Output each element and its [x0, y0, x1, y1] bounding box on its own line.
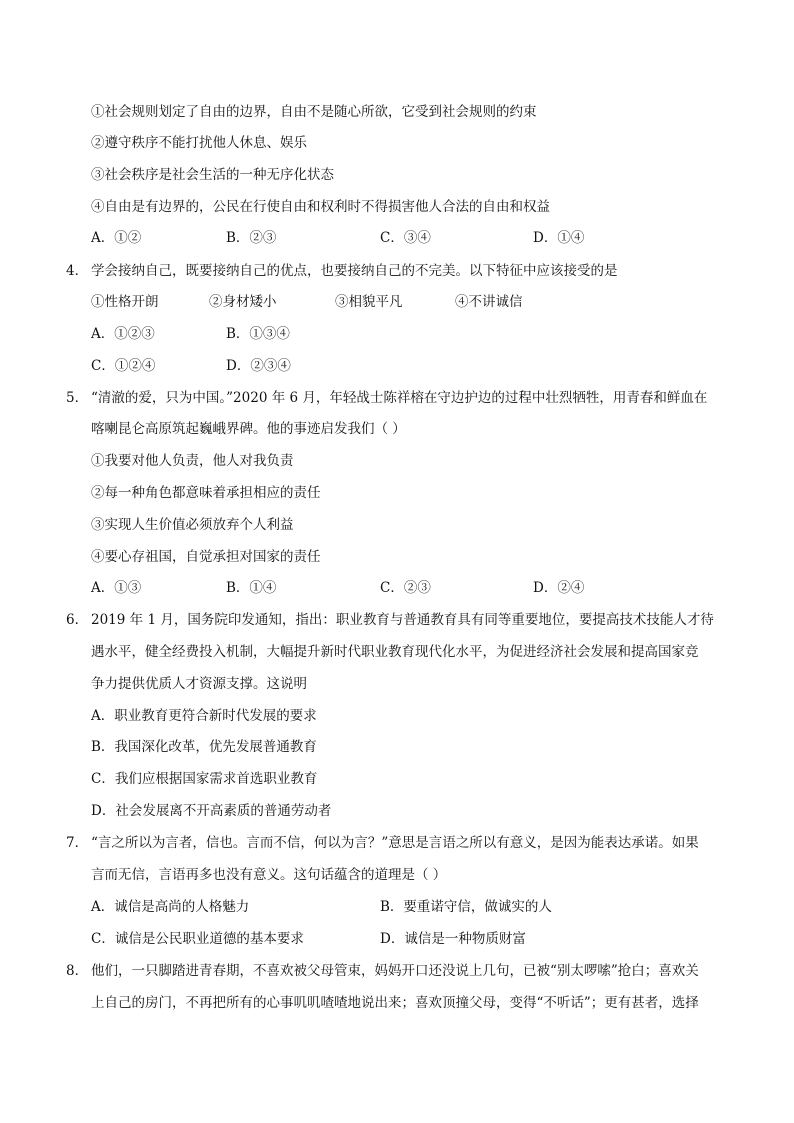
q3-option-c: C．③④ — [380, 230, 431, 246]
q6-stem-line-2: 遇水平，健全经费投入机制，大幅提升新时代职业教育现代化水平，为促进经济社会发展和提高国家竞 — [91, 644, 699, 660]
q4-item-2: ②身材矮小 — [209, 294, 277, 310]
q8-number: 8． — [66, 963, 89, 979]
q4-item-4: ④不讲诚信 — [455, 294, 523, 310]
q6-option-c: C．我们应根据国家需求首选职业教育 — [91, 771, 318, 787]
q5-stem-line-2: 喀喇昆仑高原筑起巍峨界碑。他的事迹启发我们（ ） — [91, 421, 406, 437]
q5-item-1: ①我要对他人负责，他人对我负责 — [91, 453, 294, 469]
q5-option-c: C．②③ — [380, 580, 431, 596]
q6-option-b: B．我国深化改革，优先发展普通教育 — [91, 739, 317, 755]
q6-option-d: D．社会发展离不开高素质的普通劳动者 — [91, 803, 332, 819]
q8-stem-line-1: 他们，一只脚踏进青春期，不喜欢被父母管束，妈妈开口还没说上几句，已被“别太啰嗦”抢白；喜欢关 — [91, 963, 699, 979]
q8-stem-line-2: 上自己的房门，不再把所有的心事叽叽喳喳地说出来；喜欢顶撞父母，变得“不听话”；更有甚者，选择 — [91, 995, 699, 1011]
q5-item-3: ③实现人生价值必须放弃个人利益 — [91, 517, 294, 533]
q6-number: 6． — [66, 612, 89, 628]
q6-stem-line-1: 2019 年 1 月，国务院印发通知，指出：职业教育与普通教育具有同等重要地位，要提高技术技能人才待 — [91, 612, 714, 628]
q5-item-4: ④要心存祖国，自觉承担对国家的责任 — [91, 549, 321, 565]
q5-option-b: B．①④ — [226, 580, 277, 596]
q5-item-2: ②每一种角色都意味着承担相应的责任 — [91, 485, 321, 501]
q3-option-d: D．①④ — [533, 230, 585, 246]
q7-option-d: D．诚信是一种物质财富 — [380, 931, 526, 947]
q5-option-a: A．①③ — [91, 580, 142, 596]
q3-item-1: ①社会规则划定了自由的边界，自由不是随心所欲，它受到社会规则的约束 — [91, 104, 537, 120]
q4-number: 4． — [66, 263, 89, 279]
q3-item-3: ③社会秩序是社会生活的一种无序化状态 — [91, 167, 334, 183]
q7-option-c: C．诚信是公民职业道德的基本要求 — [91, 931, 304, 947]
q4-option-b: B．①③④ — [226, 326, 290, 342]
q7-number: 7． — [66, 835, 89, 851]
q4-option-d: D．②③④ — [226, 358, 291, 374]
q7-option-a: A．诚信是高尚的人格魅力 — [91, 899, 250, 915]
q4-item-3: ③相貌平凡 — [335, 294, 403, 310]
q5-number: 5． — [66, 390, 89, 406]
q4-stem: 学会接纳自己，既要接纳自己的优点，也要接纳自己的不完美。以下特征中应该接受的是 — [91, 263, 618, 279]
q3-option-a: A．①② — [91, 230, 142, 246]
q5-stem-line-1: “清澈的爱，只为中国。”2020 年 6 月，年轻战士陈祥榕在守边护边的过程中壮烈牺牲，用青春和鲜血在 — [91, 390, 708, 406]
q6-option-a: A．职业教育更符合新时代发展的要求 — [91, 708, 317, 724]
q3-item-4: ④自由是有边界的，公民在行使自由和权利时不得损害他人合法的自由和权益 — [91, 199, 550, 215]
q4-option-c: C．①②④ — [91, 358, 156, 374]
q4-option-a: A．①②③ — [91, 326, 155, 342]
q7-stem-line-1: “言之所以为言者，信也。言而不信，何以为言？”意思是言语之所以有意义，是因为能表达承诺。如果 — [91, 835, 699, 851]
q3-option-b: B．②③ — [226, 230, 277, 246]
q7-stem-line-2: 言而无信，言语再多也没有意义。这句话蕴含的道理是（ ） — [91, 867, 447, 883]
q5-option-d: D．②④ — [533, 580, 585, 596]
q7-option-b: B．要重诺守信，做诚实的人 — [380, 899, 552, 915]
q3-item-2: ②遵守秩序不能打扰他人休息、娱乐 — [91, 135, 307, 151]
q6-stem-line-3: 争力提供优质人才资源支撑。这说明 — [91, 676, 307, 692]
q4-item-1: ①性格开朗 — [91, 294, 159, 310]
